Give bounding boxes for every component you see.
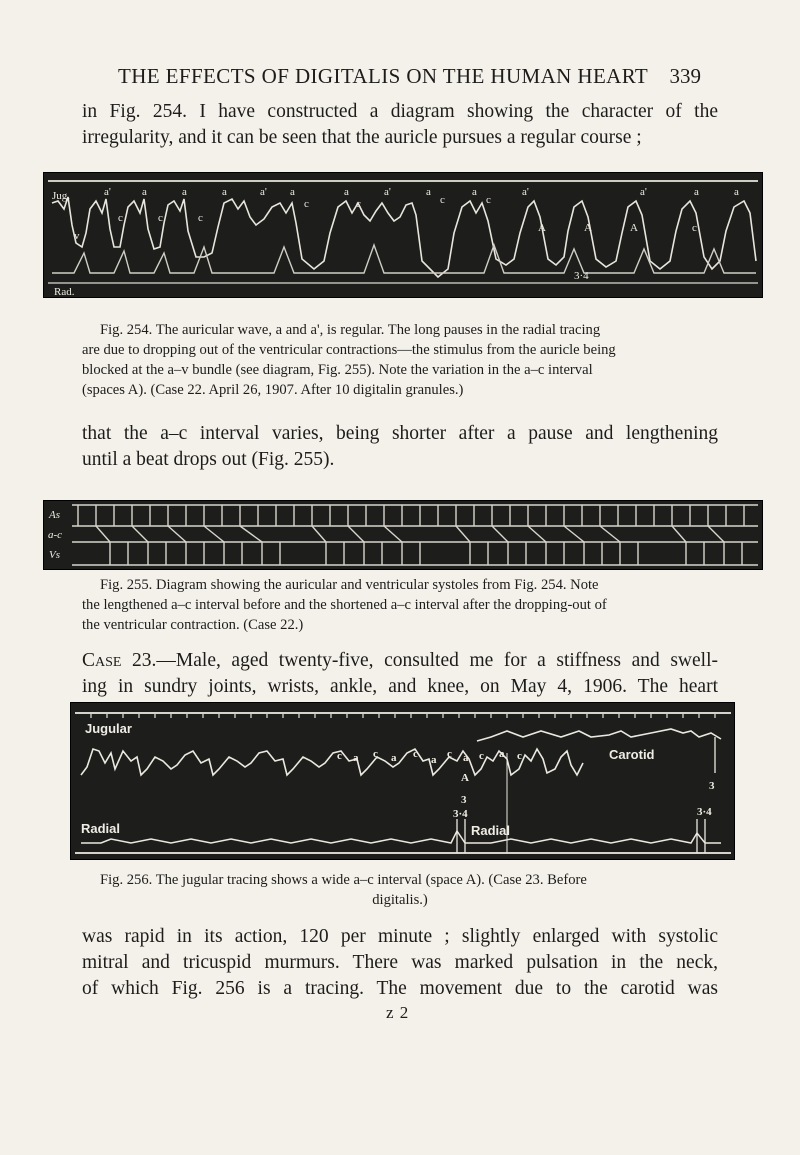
label-a: a	[222, 186, 227, 198]
label-c: c	[447, 748, 452, 760]
row-label-ac: a-c	[48, 529, 63, 541]
label-c: c	[118, 212, 123, 224]
label-v: v	[74, 230, 80, 242]
caption-line: Fig. 255. Diagram showing the auricular and ventricular systoles from Fig. 254. Note	[100, 577, 599, 593]
label-c: c	[440, 194, 445, 206]
caption-line: digitalis.)	[372, 892, 428, 908]
label-carotid: Carotid	[609, 747, 655, 762]
label-c: c	[373, 748, 378, 760]
label-a: a	[182, 186, 187, 198]
figure-254-svg	[44, 173, 762, 297]
case-label: Case 23.	[82, 650, 157, 671]
caption-line: blocked at the a–v bundle (see diagram, Fig. 255). Note the variation in the a–c interval	[82, 362, 593, 378]
text-line: was rapid in its action, 120 per minute ; slightly enlarged with systolic	[82, 926, 718, 947]
label-a: a	[344, 186, 349, 198]
label-c: c	[413, 748, 418, 760]
label-a: a	[290, 186, 295, 198]
label-a: a	[694, 186, 699, 198]
label-a-prime: a'	[522, 186, 529, 198]
row-label-as: As	[49, 509, 60, 521]
label-c: c	[198, 212, 203, 224]
page-number: 339	[669, 64, 701, 88]
label-c: c	[479, 750, 484, 762]
label-radial-left: Radial	[81, 821, 121, 836]
label-a-prime: a'	[640, 186, 647, 198]
caption-line: Fig. 256. The jugular tracing shows a wide a–c interval (space A). (Case 23. Before	[100, 872, 587, 888]
figure-256-caption	[82, 870, 718, 910]
label-a: a	[472, 186, 477, 198]
label-a-prime: a'	[104, 186, 111, 198]
label-A: A	[538, 222, 546, 234]
label-a: a	[353, 752, 359, 764]
text-line: ing in sundry joints, wrists, ankle, and knee, on May 4, 1906. The heart	[82, 676, 718, 697]
label-rad: Rad.	[54, 286, 75, 297]
label-A: A	[584, 222, 592, 234]
printer-signature: z 2	[386, 1003, 410, 1022]
label-radial-right: Radial	[471, 823, 511, 838]
caption-line: are due to dropping out of the ventricular contractions—the stimulus from the auricle being	[82, 342, 616, 358]
label-c: c	[692, 222, 697, 234]
label-c: c	[486, 194, 491, 206]
label-a-prime: a'	[384, 186, 391, 198]
figure-256-svg	[71, 703, 734, 859]
caption-line: Fig. 254. The auricular wave, a and a', is regular. The long pauses in the radial tracing	[100, 322, 601, 338]
figure-256-tracing	[70, 702, 735, 860]
figure-254-tracing	[43, 172, 763, 298]
caption-line: the ventricular contraction. (Case 22.)	[82, 617, 304, 633]
paragraph-rapid-action	[82, 924, 718, 1002]
label-34: 3·4	[574, 270, 589, 282]
text-line: that the a–c interval varies, being shorter after a pause and lengthening	[82, 423, 718, 444]
paragraph-case-23	[82, 648, 718, 700]
label-A: A	[461, 772, 469, 784]
label-c: c	[356, 198, 361, 210]
label-jug: Jug.	[52, 190, 71, 202]
label-A: A	[630, 222, 638, 234]
label-3: 3	[461, 794, 467, 806]
label-34: 3·4	[697, 806, 712, 818]
label-a: a	[734, 186, 739, 198]
label-c: c	[304, 198, 309, 210]
paragraph-intro	[82, 99, 718, 151]
text-line: of which Fig. 256 is a tracing. The movement due to the carotid was	[82, 978, 718, 999]
figure-254-caption	[82, 320, 718, 400]
label-jugular: Jugular	[85, 721, 132, 736]
row-label-vs: Vs	[49, 549, 60, 561]
figure-255-caption	[82, 575, 718, 635]
text-line: mitral and tricuspid murmurs. There was marked pulsation in the neck,	[82, 952, 718, 973]
label-a: a	[463, 752, 469, 764]
label-c: c	[337, 750, 342, 762]
label-a: a	[142, 186, 147, 198]
paragraph-ac-interval	[82, 421, 718, 473]
text-line: until a beat drops out (Fig. 255).	[82, 449, 335, 470]
label-c: c	[517, 750, 522, 762]
label-3: 3	[709, 780, 715, 792]
running-header	[0, 64, 800, 92]
label-c: c	[158, 212, 163, 224]
text-line: irregularity, and it can be seen that the auricle pursues a regular course ;	[82, 127, 642, 148]
figure-255-svg	[44, 501, 762, 569]
figure-255-diagram	[43, 500, 763, 570]
text-line: in Fig. 254. I have constructed a diagram showing the character of the	[82, 101, 718, 122]
label-a: a	[499, 748, 505, 760]
caption-line: the lengthened a–c interval before and the shortened a–c interval after the dropping-out of	[82, 597, 607, 613]
text-line-rest: —Male, aged twenty-five, consulted me for a stiffness and swell-	[156, 650, 718, 671]
label-a: a	[426, 186, 431, 198]
running-title: THE EFFECTS OF DIGITALIS ON THE HUMAN HEART	[118, 64, 649, 88]
label-a: a	[391, 752, 397, 764]
text-line	[82, 648, 718, 674]
label-a-prime: a'	[260, 186, 267, 198]
caption-line: (spaces A). (Case 22. April 26, 1907. After 10 digitalin granules.)	[82, 382, 464, 398]
label-a: a	[431, 754, 437, 766]
label-34: 3·4	[453, 808, 468, 820]
